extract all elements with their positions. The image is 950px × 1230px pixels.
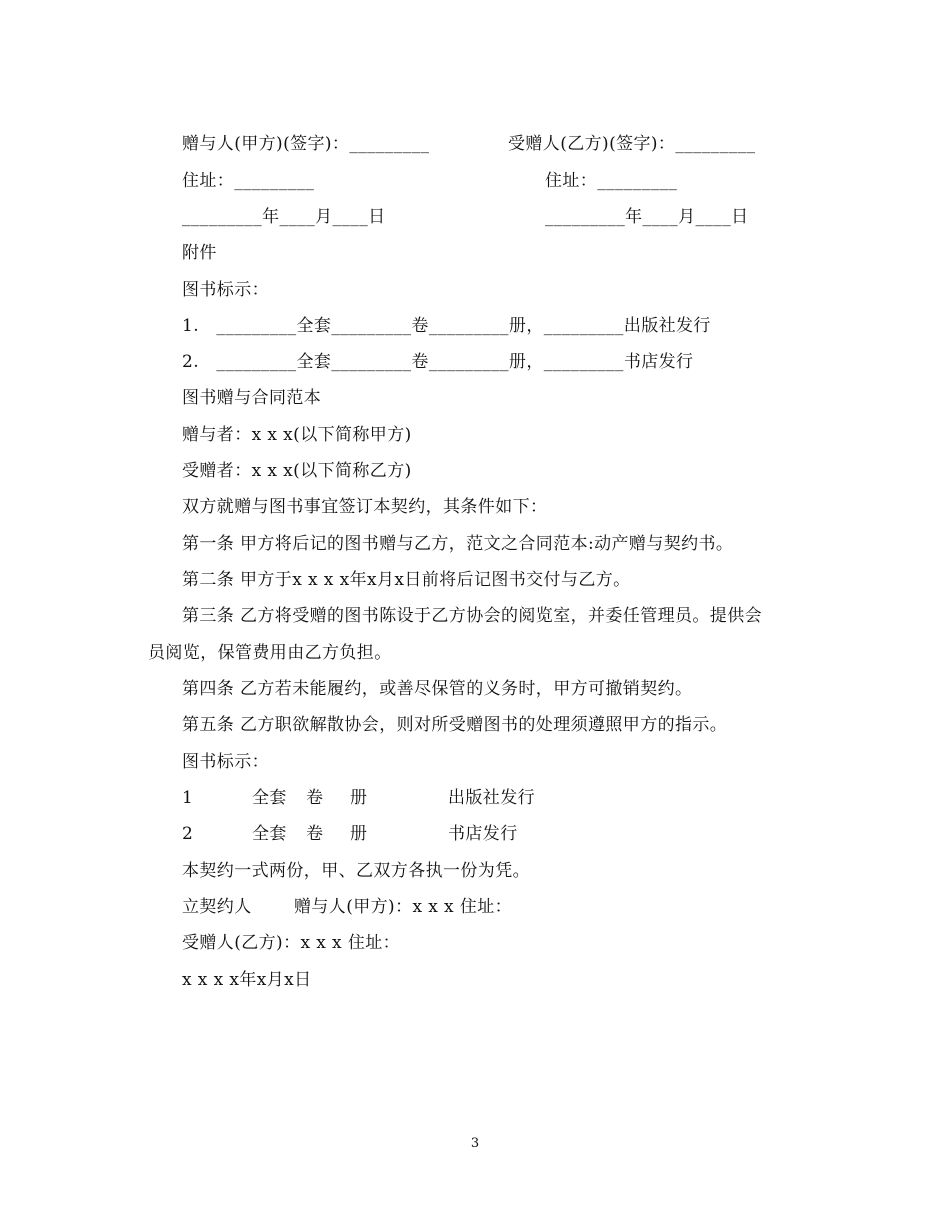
contract-recipient: 受赠者：x x x(以下简称乙方)	[182, 461, 412, 481]
book-row-volume: 卷	[306, 788, 324, 808]
article-3: 第三条 乙方将受赠的图书陈设于乙方协会的阅览室，并委任管理员。提供会	[182, 606, 763, 626]
page-number: 3	[470, 1136, 480, 1151]
donor-date: _________年____月____日	[182, 207, 386, 227]
party-recipient: 受赠人(乙方)：x x x 住址：	[182, 933, 401, 953]
article-5: 第五条 乙方职欲解散协会，则对所受赠图书的处理须遵照甲方的指示。	[182, 715, 728, 735]
book-row-number: 1	[182, 788, 194, 808]
attachment-title: 附件	[182, 243, 217, 263]
book-row-volume: 卷	[306, 824, 324, 844]
recipient-signature-label: 受赠人(乙方)(签字)：_________	[508, 134, 756, 154]
recipient-date: _________年____月____日	[545, 207, 749, 227]
recipient-address: 住址：_________	[545, 171, 678, 191]
donor-signature-label: 赠与人(甲方)(签字)：_________	[182, 134, 430, 154]
contract-copies: 本契约一式两份，甲、乙双方各执一份为凭。	[182, 861, 530, 881]
contract-book-label: 图书标示：	[182, 752, 269, 772]
book-row-publisher: 出版社发行	[448, 788, 535, 808]
book-row-books: 册	[350, 824, 368, 844]
contract-title: 图书赠与合同范本	[182, 388, 322, 408]
attachment-book-label: 图书标示：	[182, 280, 269, 300]
article-3-continued: 员阅览，保管费用由乙方负担。	[148, 643, 392, 663]
article-2: 第二条 甲方于x x x x年x月x日前将后记图书交付与乙方。	[182, 570, 631, 590]
party-label: 立契约人	[182, 897, 252, 917]
contract-date: x x x x年x月x日	[182, 970, 312, 990]
article-4: 第四条 乙方若未能履约，或善尽保管的义务时，甲方可撤销契约。	[182, 679, 693, 699]
book-row-set: 全套	[252, 824, 287, 844]
book-row-set: 全套	[252, 788, 287, 808]
party-donor: 赠与人(甲方)：x x x 住址：	[294, 897, 513, 917]
donor-address: 住址：_________	[182, 171, 315, 191]
article-1: 第一条 甲方将后记的图书赠与乙方，范文之合同范本:动产赠与契约书。	[182, 534, 734, 554]
book-row-number: 2	[182, 824, 194, 844]
book-row-books: 册	[350, 788, 368, 808]
book-row-publisher: 书店发行	[448, 824, 518, 844]
contract-donor: 赠与者：x x x(以下简称甲方)	[182, 425, 412, 445]
contract-intro: 双方就赠与图书事宜签订本契约，其条件如下：	[182, 497, 548, 517]
attachment-item: 1. _________全套_________卷_________册，_________出版社发行	[182, 316, 711, 336]
attachment-item: 2. _________全套_________卷_________册，_________书店发行	[182, 352, 694, 372]
